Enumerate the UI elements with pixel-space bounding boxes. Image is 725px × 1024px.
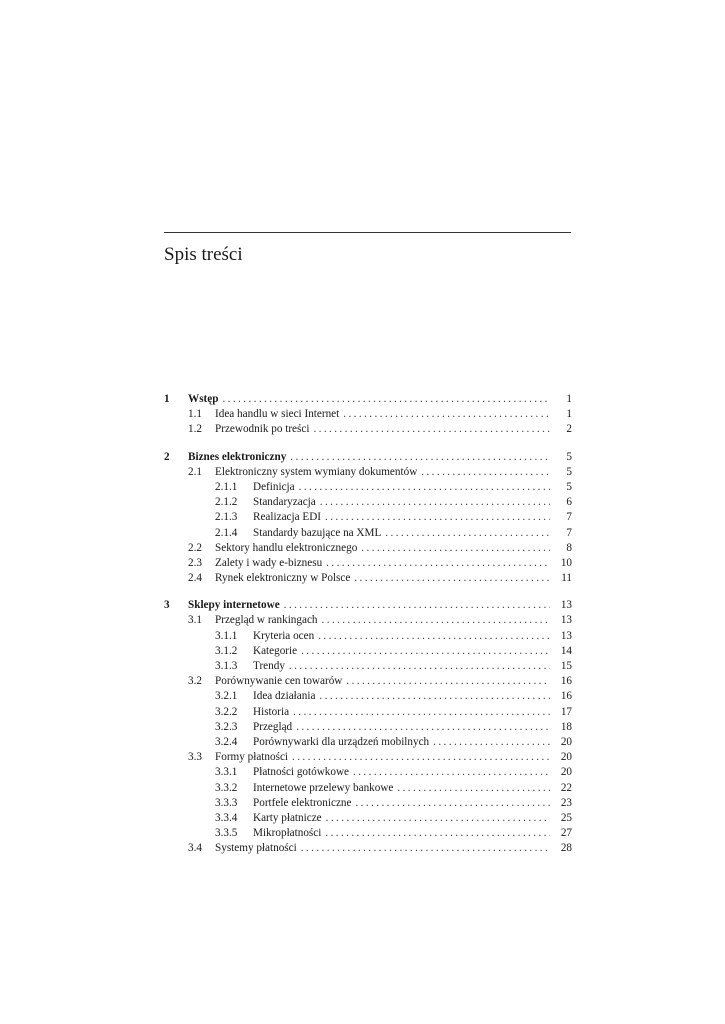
toc-entry-number: 3.2.4 — [215, 735, 238, 748]
toc-entry-line — [215, 465, 572, 480]
toc-entry-label: Przewodnik po treści — [215, 423, 310, 436]
toc-entry-number: 2.4 — [188, 572, 202, 585]
toc-entry-number: 3.2.2 — [215, 705, 238, 718]
toc-subsection-entry[interactable] — [164, 510, 572, 525]
toc-page-number: 20 — [560, 735, 572, 748]
toc-entry-label: Definicja — [253, 480, 295, 493]
toc-entry-number: 3.3.1 — [215, 766, 238, 779]
header-rule — [164, 232, 571, 233]
toc-entry-label: Systemy płatności — [215, 842, 297, 855]
toc-entry-label: Formy płatności — [215, 751, 289, 764]
toc-dot-leader — [325, 826, 550, 841]
toc-page-number: 5 — [566, 480, 572, 493]
page-title: Spis treści — [164, 244, 243, 265]
toc-entry-line — [253, 644, 572, 659]
toc-section-entry[interactable] — [164, 750, 572, 765]
toc-page-number: 16 — [560, 675, 572, 688]
toc-entry-label: Karty płatnicze — [253, 811, 322, 824]
table-of-contents — [164, 392, 572, 856]
toc-entry-number: 2.1.4 — [215, 526, 238, 539]
toc-subsection-entry[interactable] — [164, 629, 572, 644]
chapter-gap — [164, 438, 572, 450]
toc-subsection-entry[interactable] — [164, 735, 572, 750]
toc-entry-number: 3 — [164, 599, 170, 612]
toc-dot-leader — [325, 510, 550, 525]
toc-dot-leader — [318, 629, 550, 644]
toc-section-entry[interactable] — [164, 571, 572, 586]
toc-entry-line — [188, 392, 572, 407]
toc-subsection-entry[interactable] — [164, 659, 572, 674]
toc-chapter-entry[interactable] — [164, 598, 572, 613]
toc-dot-leader — [397, 781, 550, 796]
toc-dot-leader — [301, 841, 550, 856]
toc-entry-label: Realizacja EDI — [253, 511, 322, 524]
toc-entry-label: Standaryzacja — [253, 496, 316, 509]
toc-section-entry[interactable] — [164, 613, 572, 628]
toc-entry-number: 3.1.2 — [215, 644, 238, 657]
toc-entry-line — [215, 422, 572, 437]
toc-entry-number: 2.1.2 — [215, 496, 238, 509]
toc-entry-number: 3.3.3 — [215, 796, 238, 809]
toc-dot-leader — [355, 796, 550, 811]
toc-entry-number: 3.2.3 — [215, 720, 238, 733]
toc-subsection-entry[interactable] — [164, 765, 572, 780]
toc-entry-number: 3.1 — [188, 614, 202, 627]
toc-subsection-entry[interactable] — [164, 811, 572, 826]
toc-entry-line — [253, 495, 572, 510]
toc-entry-line — [253, 510, 572, 525]
toc-entry-number: 3.3.4 — [215, 811, 238, 824]
toc-entry-label: Biznes elektroniczny — [188, 450, 287, 463]
toc-dot-leader — [222, 392, 550, 407]
toc-entry-label: Standardy bazujące na XML — [253, 526, 382, 539]
toc-dot-leader — [326, 811, 550, 826]
toc-entry-label: Sektory handlu elektronicznego — [215, 541, 358, 554]
toc-entry-line — [253, 720, 572, 735]
toc-dot-leader — [290, 450, 550, 465]
toc-entry-line — [253, 796, 572, 811]
toc-entry-number: 3.1.3 — [215, 660, 238, 672]
toc-subsection-entry[interactable] — [164, 781, 572, 796]
toc-subsection-entry[interactable] — [164, 689, 572, 704]
toc-page-number: 17 — [560, 705, 572, 718]
toc-page-number: 28 — [560, 842, 572, 855]
toc-dot-leader — [343, 407, 550, 422]
toc-page-number: 1 — [566, 408, 572, 421]
toc-entry-label: Kategorie — [253, 644, 298, 657]
toc-section-entry[interactable] — [164, 841, 572, 856]
toc-entry-line — [253, 705, 572, 720]
toc-entry-label: Zalety i wady e-biznesu — [215, 556, 323, 569]
toc-page-number: 13 — [560, 629, 572, 642]
toc-section-entry[interactable] — [164, 407, 572, 422]
toc-entry-number: 1.1 — [188, 408, 202, 421]
toc-page-number: 18 — [560, 720, 572, 733]
toc-subsection-entry[interactable] — [164, 705, 572, 720]
toc-entry-number: 2.3 — [188, 556, 202, 569]
toc-dot-leader — [292, 750, 550, 765]
toc-page-number: 22 — [560, 781, 572, 794]
toc-section-entry[interactable] — [164, 465, 572, 480]
toc-page-number: 5 — [566, 450, 572, 463]
toc-entry-number: 3.3.2 — [215, 781, 238, 794]
toc-entry-number: 2.1.3 — [215, 511, 238, 524]
toc-entry-label: Idea działania — [253, 690, 316, 703]
toc-subsection-entry[interactable] — [164, 480, 572, 495]
toc-dot-leader — [293, 705, 550, 720]
toc-entry-line — [215, 556, 572, 571]
toc-dot-leader — [319, 689, 550, 704]
toc-section-entry[interactable] — [164, 541, 572, 556]
toc-subsection-entry[interactable] — [164, 796, 572, 811]
toc-page-number: 10 — [560, 556, 572, 569]
toc-entry-label: Mikropłatności — [253, 827, 322, 840]
toc-entry-number: 3.4 — [188, 842, 202, 855]
toc-dot-leader — [433, 735, 550, 750]
toc-entry-line — [215, 407, 572, 422]
toc-entry-label: Porównywarki dla urządzeń mobilnych — [253, 735, 430, 748]
toc-chapter-entry[interactable] — [164, 392, 572, 407]
toc-page-number: 16 — [560, 690, 572, 703]
toc-dot-leader — [313, 422, 550, 437]
toc-dot-leader — [421, 465, 550, 480]
toc-section-entry[interactable] — [164, 556, 572, 571]
toc-dot-leader — [299, 480, 550, 495]
toc-entry-line — [253, 765, 572, 780]
chapter-gap — [164, 586, 572, 598]
toc-entry-number: 2 — [164, 450, 170, 463]
toc-entry-line — [215, 613, 572, 628]
toc-entry-label: Historia — [253, 705, 290, 718]
toc-subsection-entry[interactable] — [164, 495, 572, 510]
toc-entry-number: 3.1.1 — [215, 629, 238, 642]
toc-subsection-entry[interactable] — [164, 720, 572, 735]
toc-page-number: 13 — [560, 599, 572, 612]
toc-entry-label: Porównywanie cen towarów — [215, 675, 343, 688]
toc-entry-label: Elektroniczny system wymiany dokumentów — [215, 465, 418, 478]
toc-subsection-entry[interactable] — [164, 826, 572, 841]
toc-entry-number: 2.1.1 — [215, 480, 238, 493]
toc-entry-number: 3.2.1 — [215, 690, 238, 703]
toc-page-number: 14 — [560, 644, 572, 657]
toc-page-number: 5 — [566, 465, 572, 478]
toc-page-number: 7 — [566, 511, 572, 524]
toc-entry-line — [215, 750, 572, 765]
toc-entry-line — [253, 629, 572, 644]
toc-entry-number: 1.2 — [188, 423, 202, 436]
toc-dot-leader — [296, 720, 550, 735]
toc-entry-line — [253, 659, 572, 674]
toc-entry-label: Rynek elektroniczny w Polsce — [215, 572, 351, 585]
toc-subsection-entry[interactable] — [164, 644, 572, 659]
toc-dot-leader — [326, 556, 550, 571]
toc-entry-number: 1 — [164, 393, 170, 405]
toc-dot-leader — [284, 598, 550, 613]
toc-entry-line — [215, 571, 572, 586]
toc-entry-label: Portfele elektroniczne — [253, 796, 352, 809]
toc-page-number: 20 — [560, 751, 572, 764]
toc-section-entry[interactable] — [164, 422, 572, 437]
toc-dot-leader — [301, 644, 550, 659]
toc-page-number: 11 — [561, 572, 572, 585]
toc-page-number: 7 — [566, 526, 572, 539]
toc-dot-leader — [354, 571, 550, 586]
toc-entry-line — [188, 598, 572, 613]
toc-entry-line — [188, 450, 572, 465]
toc-entry-line — [253, 781, 572, 796]
toc-entry-label: Kryteria ocen — [253, 629, 315, 642]
toc-entry-number: 3.2 — [188, 675, 202, 688]
toc-dot-leader — [361, 541, 550, 556]
toc-entry-line — [253, 811, 572, 826]
toc-dot-leader — [353, 765, 550, 780]
toc-entry-number: 3.3 — [188, 751, 202, 764]
toc-page-number: 25 — [560, 811, 572, 824]
toc-entry-line — [253, 526, 572, 541]
toc-page-number: 6 — [566, 496, 572, 509]
toc-dot-leader — [322, 613, 550, 628]
toc-entry-line — [253, 689, 572, 704]
toc-dot-leader — [346, 674, 550, 689]
toc-chapter-entry[interactable] — [164, 450, 572, 465]
toc-dot-leader — [289, 659, 550, 674]
toc-page-number: 23 — [560, 796, 572, 809]
toc-entry-label: Wstęp — [188, 393, 219, 405]
toc-entry-line — [215, 541, 572, 556]
toc-entry-label: Płatności gotówkowe — [253, 766, 350, 779]
toc-dot-leader — [320, 495, 550, 510]
toc-entry-number: 2.1 — [188, 465, 202, 478]
toc-entry-label: Przegląd — [253, 720, 293, 733]
toc-section-entry[interactable] — [164, 674, 572, 689]
toc-entry-line — [215, 674, 572, 689]
toc-page-number: 1 — [566, 393, 572, 405]
toc-subsection-entry[interactable] — [164, 526, 572, 541]
toc-entry-line — [215, 841, 572, 856]
toc-dot-leader — [385, 526, 550, 541]
toc-entry-line — [253, 480, 572, 495]
toc-page-number: 8 — [566, 541, 572, 554]
toc-page-number: 15 — [560, 660, 572, 672]
toc-entry-line — [253, 735, 572, 750]
toc-entry-number: 3.3.5 — [215, 827, 238, 840]
toc-page-number: 2 — [566, 423, 572, 436]
toc-entry-number: 2.2 — [188, 541, 202, 554]
toc-entry-label: Internetowe przelewy bankowe — [253, 781, 394, 794]
toc-entry-label: Trendy — [253, 660, 285, 672]
toc-page-number: 27 — [560, 827, 572, 840]
toc-entry-line — [253, 826, 572, 841]
toc-entry-label: Idea handlu w sieci Internet — [215, 408, 340, 421]
toc-page-number: 20 — [560, 766, 572, 779]
toc-entry-label: Przegląd w rankingach — [215, 614, 318, 627]
toc-entry-label: Sklepy internetowe — [188, 599, 280, 612]
toc-page-number: 13 — [560, 614, 572, 627]
